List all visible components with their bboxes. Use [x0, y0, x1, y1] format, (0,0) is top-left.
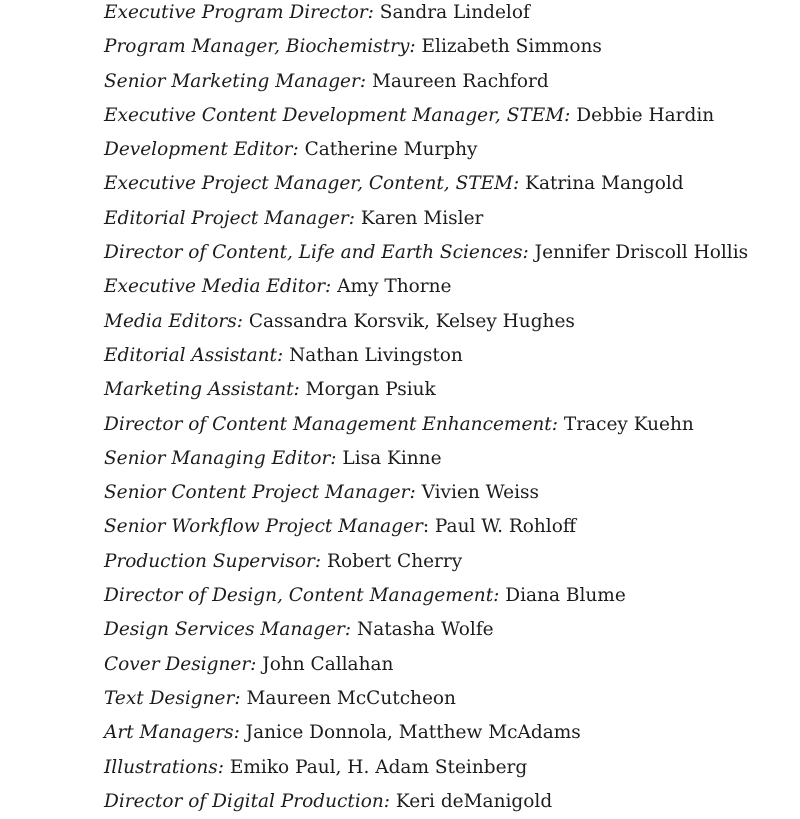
credit-role: Media Editors:: [104, 310, 243, 332]
credit-name: : Paul W. Rohloff: [422, 516, 577, 538]
credit-name: Maureen McCutcheon: [240, 687, 456, 709]
credit-line: [104, 339, 748, 373]
credit-role: Director of Content Management Enhancement:: [104, 413, 558, 435]
credit-role: Editorial Project Manager:: [104, 207, 355, 229]
credit-line: [104, 373, 748, 407]
credit-line: [104, 305, 748, 339]
credit-name: Emiko Paul, H. Adam Steinberg: [224, 756, 528, 778]
credit-name: Keri deManigold: [390, 790, 553, 812]
credit-name: Tracey Kuehn: [557, 413, 694, 435]
credit-role: Director of Design, Content Management:: [104, 585, 500, 607]
credit-name: Morgan Psiuk: [299, 379, 436, 401]
credit-role: Senior Workflow Project Manager: [104, 516, 423, 538]
credit-line: [104, 442, 748, 476]
credit-line: [104, 785, 748, 819]
credit-role: Senior Managing Editor:: [104, 447, 337, 469]
credit-line: [104, 579, 748, 613]
credit-line: [104, 0, 748, 30]
credit-line: [104, 613, 748, 647]
credit-role: Executive Project Manager, Content, STEM:: [104, 173, 520, 195]
credit-role: Director of Content, Life and Earth Sciences:: [104, 242, 529, 264]
credit-line: [104, 716, 748, 750]
credit-role: Production Supervisor:: [104, 550, 322, 572]
credit-line: [104, 476, 748, 510]
credit-role: Director of Digital Production:: [104, 790, 391, 812]
credit-name: Elizabeth Simmons: [415, 36, 602, 58]
credit-name: Cassandra Korsvik, Kelsey Hughes: [242, 310, 575, 332]
credit-role: Design Services Manager:: [104, 619, 352, 641]
credit-role: Senior Content Project Manager:: [104, 482, 416, 504]
credit-role: Program Manager, Biochemistry:: [104, 36, 416, 58]
credit-line: [104, 682, 748, 716]
credit-line: [104, 236, 748, 270]
credit-name: Katrina Mangold: [519, 173, 684, 195]
credit-name: Nathan Livingston: [283, 344, 463, 366]
credits-list: [104, 0, 748, 819]
credit-name: Natasha Wolfe: [351, 619, 494, 641]
credit-name: Robert Cherry: [321, 550, 463, 572]
credit-name: John Callahan: [256, 653, 394, 675]
credit-line: [104, 99, 748, 133]
credit-role: Marketing Assistant:: [104, 379, 300, 401]
credit-line: [104, 270, 748, 304]
credit-role: Cover Designer:: [104, 653, 257, 675]
credit-role: Executive Media Editor:: [104, 276, 332, 298]
credit-name: Lisa Kinne: [336, 447, 442, 469]
credit-role: Illustrations:: [104, 756, 224, 778]
credit-role: Editorial Assistant:: [104, 344, 284, 366]
credit-line: [104, 167, 748, 201]
credit-role: Executive Content Development Manager, STEM:: [104, 104, 571, 126]
credit-name: Diana Blume: [499, 585, 626, 607]
credit-name: Debbie Hardin: [570, 104, 715, 126]
credit-role: Art Managers:: [104, 722, 240, 744]
credit-name: Vivien Weiss: [415, 482, 540, 504]
credit-line: [104, 408, 748, 442]
credit-line: [104, 30, 748, 64]
credit-name: Janice Donnola, Matthew McAdams: [239, 722, 581, 744]
credit-line: [104, 202, 748, 236]
credit-role: Development Editor:: [104, 139, 299, 161]
credit-name: Karen Misler: [355, 207, 484, 229]
credit-role: Executive Program Director:: [104, 2, 374, 23]
credit-name: Jennifer Driscoll Hollis: [528, 242, 749, 264]
credit-role: Senior Marketing Manager:: [104, 70, 367, 92]
credit-line: [104, 65, 748, 99]
credit-line: [104, 510, 748, 544]
credit-name: Amy Thorne: [331, 276, 452, 298]
credit-name: Sandra Lindelof: [373, 2, 530, 23]
credit-line: [104, 545, 748, 579]
credit-role: Text Designer:: [104, 687, 241, 709]
credit-line: [104, 648, 748, 682]
credit-name: Maureen Rachford: [366, 70, 549, 92]
credit-name: Catherine Murphy: [298, 139, 478, 161]
credit-line: [104, 133, 748, 167]
credit-line: [104, 751, 748, 785]
